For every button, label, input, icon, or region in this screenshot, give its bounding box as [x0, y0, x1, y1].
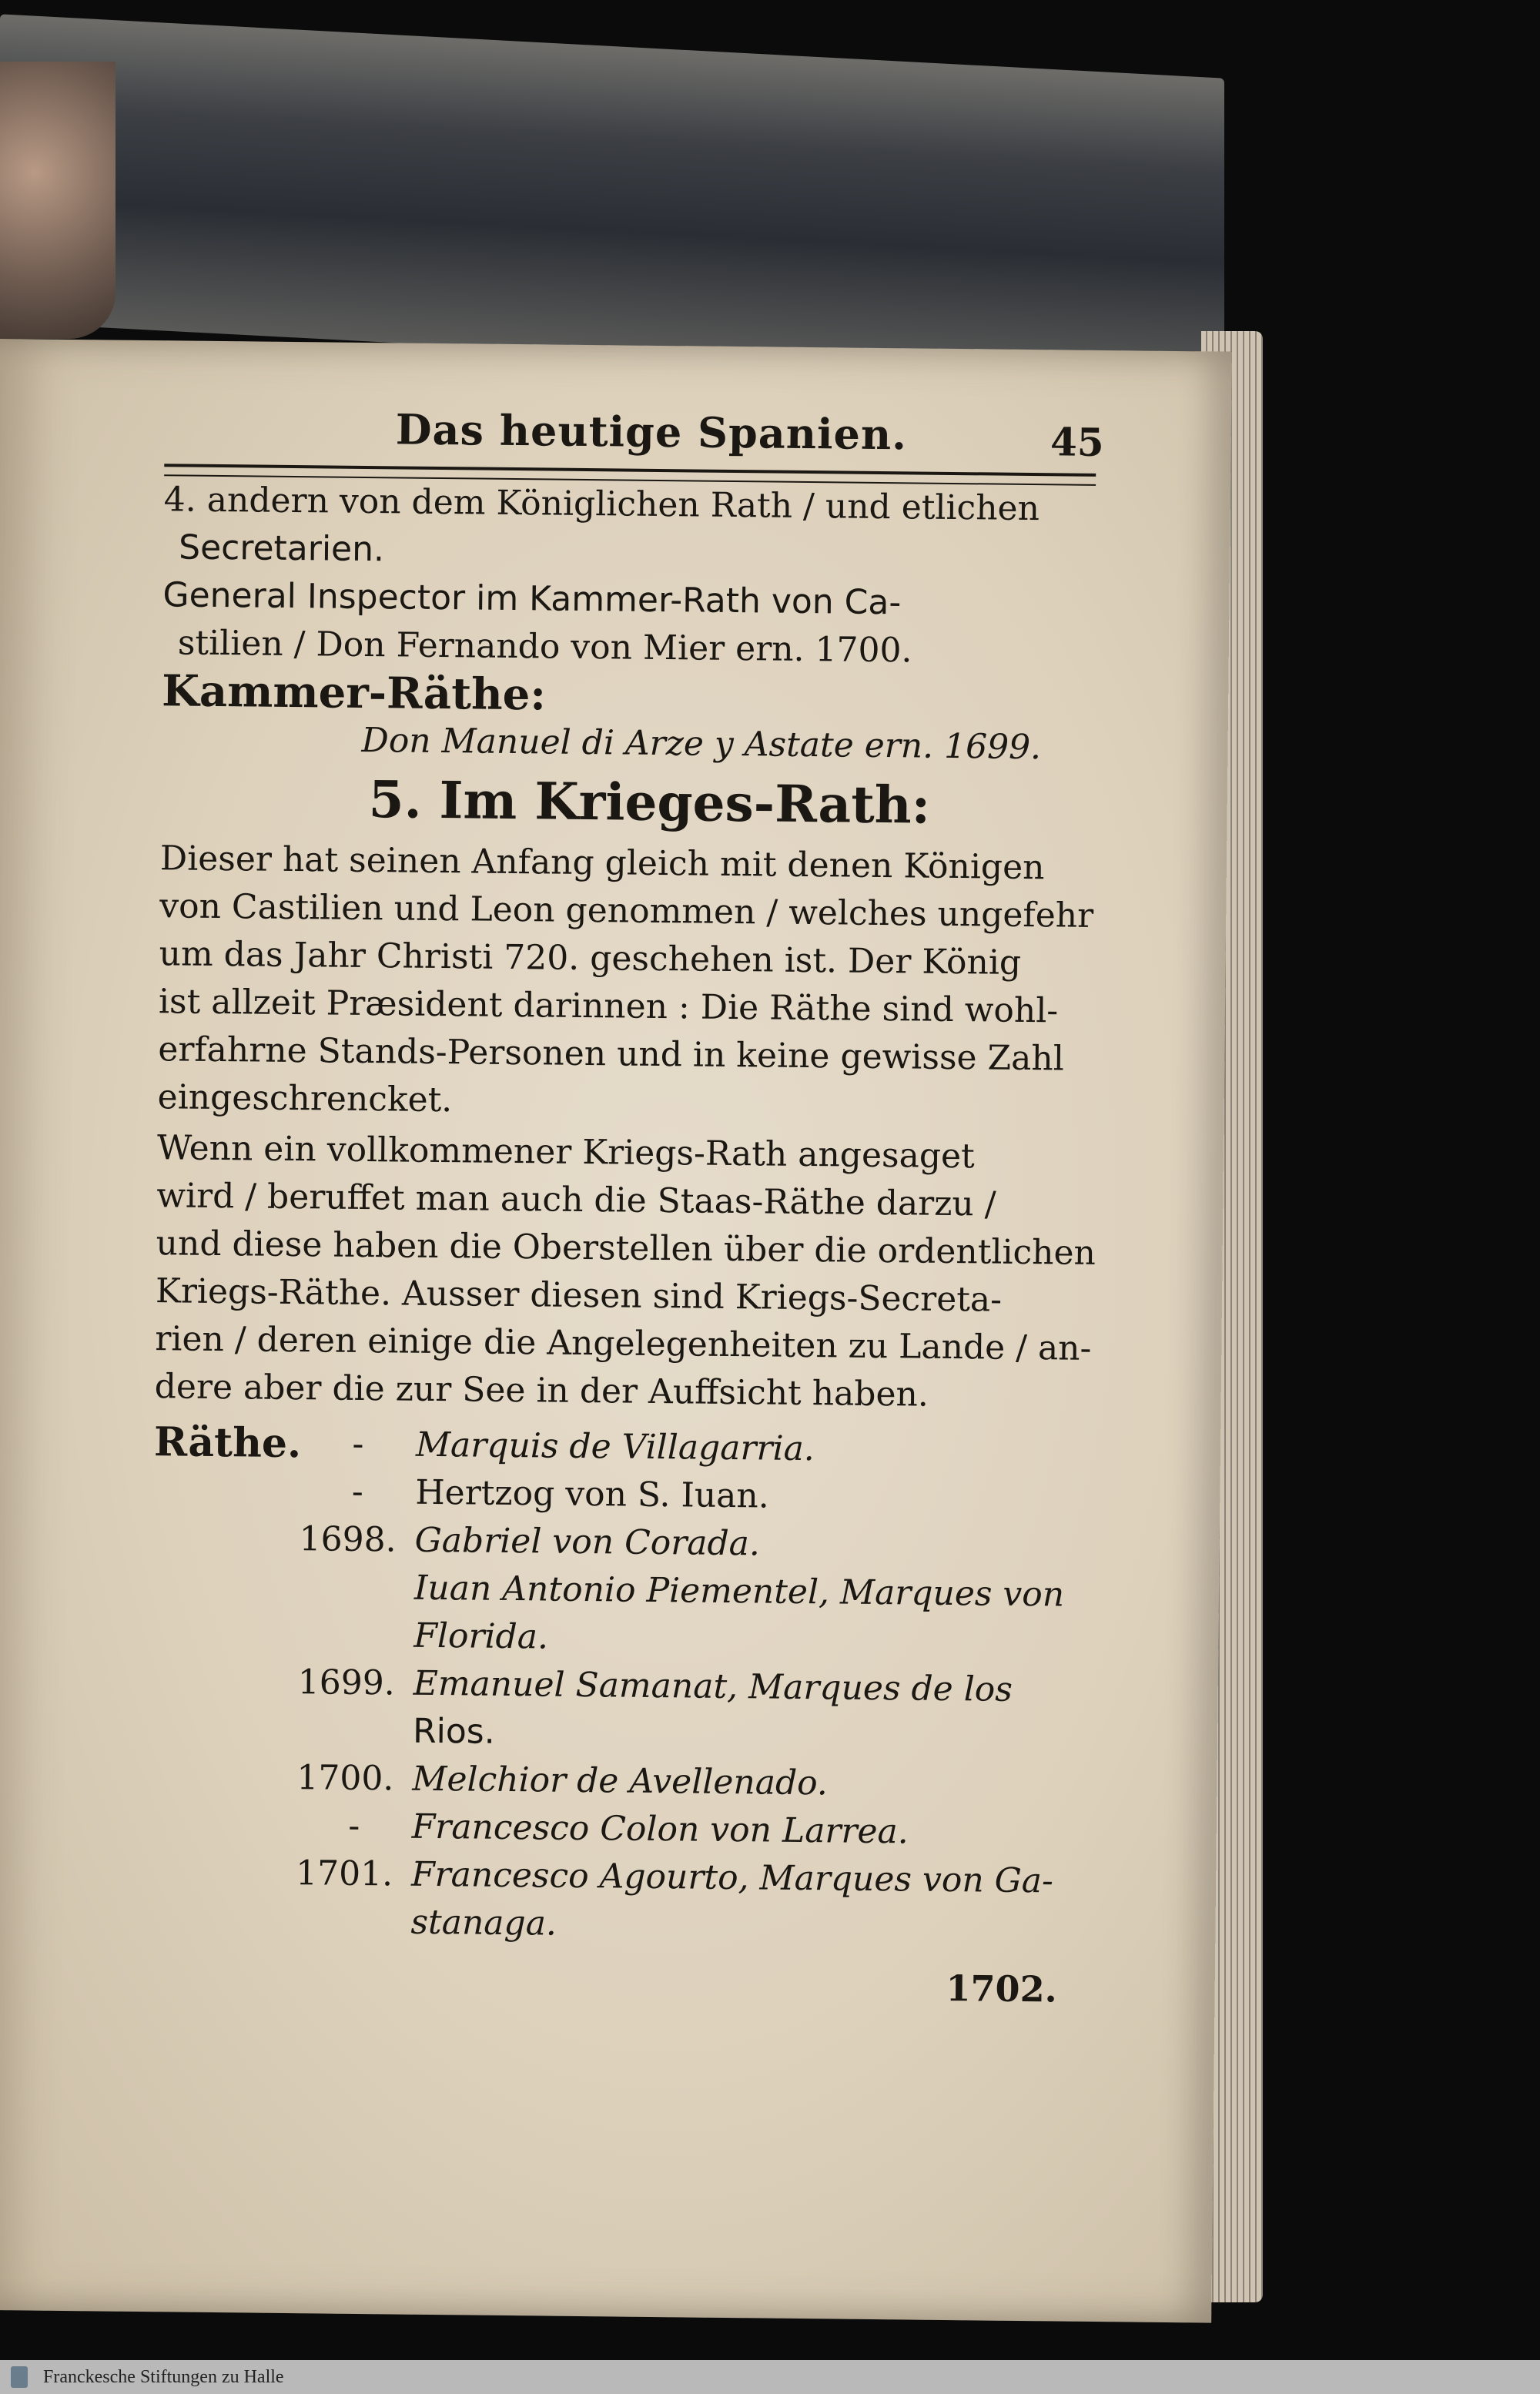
council-name: Melchior de Avellenado.	[412, 1759, 829, 1803]
council-year: -	[348, 1806, 360, 1846]
council-continuation: Florida.	[413, 1616, 549, 1657]
text-line: von Castilien und Leon genommen / welches ungefehr	[159, 886, 1094, 936]
kammer-heading: Kammer-Räthe:	[161, 665, 547, 721]
book-spine-cloth	[0, 62, 116, 339]
text-line: Dieser hat seinen Anfang gleich mit denen Königen	[159, 839, 1045, 888]
catchword-area	[148, 1944, 1103, 2015]
inspector-line: stilien / Don Fernando von Mier ern. 1700.	[177, 623, 912, 671]
text-line: ist allzeit Præsident darinnen : Die Räthe sind wohl-	[158, 982, 1059, 1031]
text-line: rien / deren einige die Angelegenheiten zu Lande / an-	[155, 1319, 1092, 1368]
council-year	[299, 1563, 415, 1612]
council-lead: Räthe.	[153, 1418, 302, 1468]
book-top-edge	[0, 14, 1224, 386]
council-year: 1699.	[297, 1662, 395, 1703]
footer-institution: Franckesche Stiftungen zu Halle	[43, 2367, 284, 2387]
section-title: 5. Im Krieges-Rath:	[368, 769, 931, 835]
text-line: Wenn ein vollkommener Kriegs-Rath angesaget	[156, 1128, 975, 1177]
council-row	[151, 1657, 1106, 1715]
council-name: Hertzog von S. Iuan.	[415, 1472, 770, 1516]
page-number: 45	[1050, 419, 1104, 466]
council-year: 1701.	[295, 1853, 393, 1894]
text-line: dere aber die zur See in der Auffsicht haben.	[154, 1367, 929, 1415]
footer-strip	[0, 2360, 1540, 2394]
text-line: und diese haben die Oberstellen über die ordentlichen	[156, 1224, 1096, 1273]
text-line: 4. andern von dem Königlichen Rath / und etlichen	[163, 480, 1040, 529]
council-name: Emanuel Samanat, Marques de los	[413, 1663, 1013, 1709]
text-line: eingeschrencket.	[157, 1077, 453, 1120]
catchword: 1702.	[946, 1967, 1057, 2011]
council-year: -	[351, 1472, 364, 1512]
council-row	[152, 1562, 1108, 1619]
text-line: Kriegs-Räthe. Ausser diesen sind Kriegs-Secreta-	[155, 1271, 1003, 1320]
text-line: um das Jahr Christi 720. geschehen ist. Der König	[159, 934, 1022, 983]
council-list	[149, 1418, 1109, 1954]
kammer-member: Don Manuel di Arze y Astate ern. 1699.	[361, 720, 1042, 768]
council-name: Iuan Antonio Piementel, Marques von	[413, 1568, 1065, 1615]
council-continuation: stanaga.	[410, 1902, 557, 1944]
council-year: 1700.	[296, 1758, 394, 1799]
council-name: Francesco Colon von Larrea.	[411, 1806, 909, 1852]
book-page	[0, 339, 1232, 2323]
council-year: 1698.	[299, 1519, 397, 1560]
paragraph-2	[154, 1124, 1112, 1421]
council-name: Francesco Agourto, Marques von Ga-	[410, 1854, 1054, 1901]
institution-logo-icon	[11, 2366, 28, 2388]
council-name: Gabriel von Corada.	[414, 1520, 761, 1564]
page-text-block	[148, 402, 1120, 2015]
council-name: Marquis de Villagarria.	[415, 1425, 815, 1469]
paragraph-1	[157, 835, 1115, 1131]
running-title: Das heutige Spanien.	[395, 404, 908, 460]
council-year: -	[352, 1424, 364, 1465]
council-row	[149, 1848, 1105, 1906]
text-line: Secretarien.	[178, 527, 385, 570]
text-line: wird / beruffet man auch die Staas-Räthe darzu /	[156, 1176, 996, 1224]
text-line: erfahrne Stands-Personen und in keine gewisse Zahl	[158, 1030, 1065, 1079]
running-head	[164, 402, 1120, 474]
council-continuation: Rios.	[412, 1711, 495, 1752]
inspector-line: General Inspector im Kammer-Rath von Ca-	[162, 575, 902, 623]
